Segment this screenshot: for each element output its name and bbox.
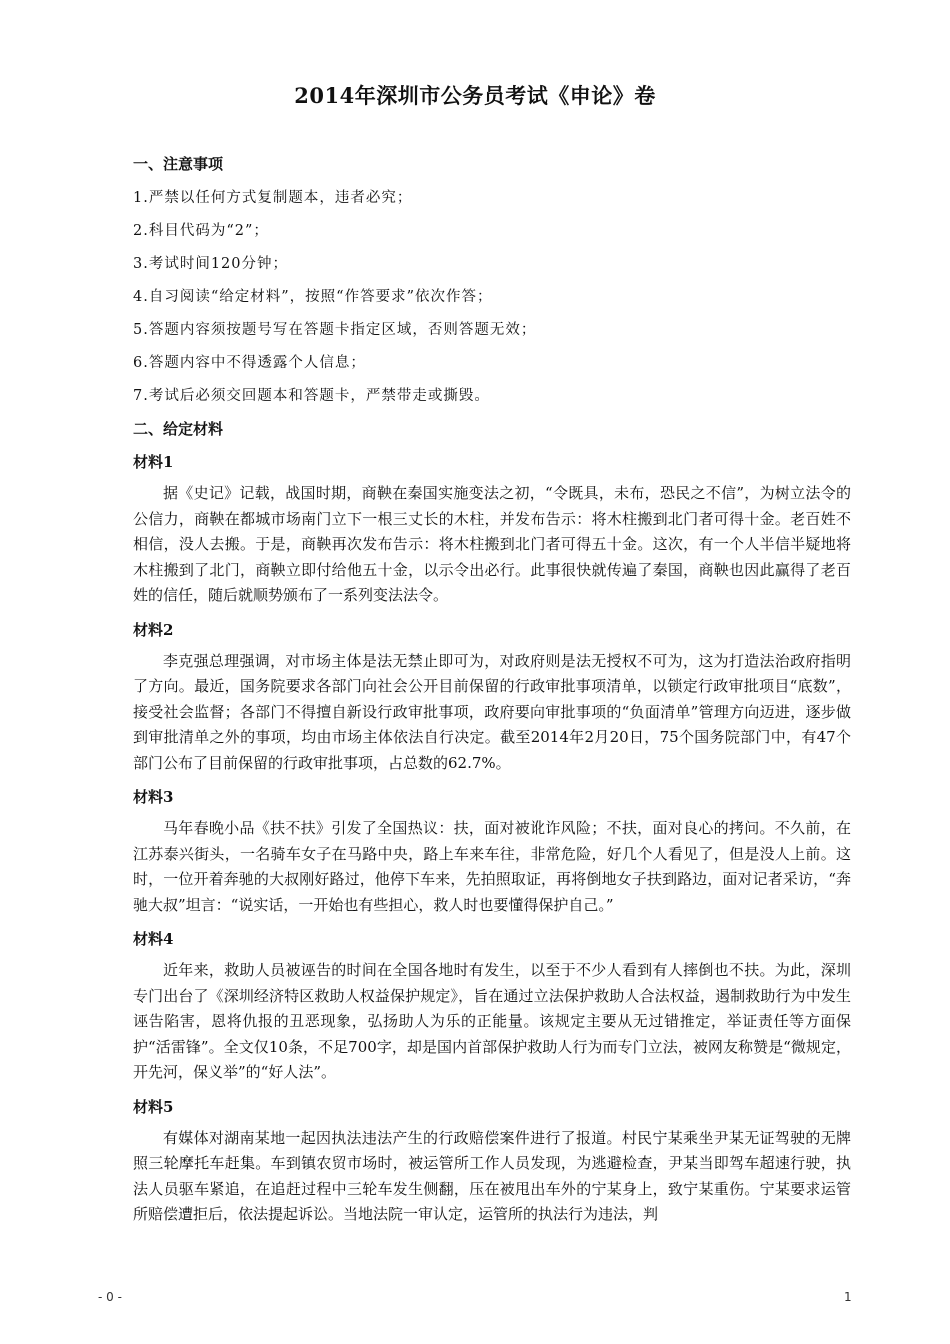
notice-item-7: 7.考试后必须交回题本和答题卡，严禁带走或撕毁。 (133, 388, 490, 404)
material-3-text: 马年春晚小品《扶不扶》引发了全国热议：扶，面对被讹诈风险；不扶，面对良心的拷问。不久前，在江苏泰兴街头，一名骑车女子在马路中央，路上车来车往，非常危险，好几个人看见了，但是没人上前。这时，一位开着奔驰的大叔刚好路过，他停下车来，先拍照取证，再将倒地女子扶到路边，面对记者采访，“奔驰大叔”坦言：“说实话，一开始也有些担心，救人时也要懂得保护自己。” (133, 819, 851, 914)
notice-item-4: 4.自习阅读“给定材料”，按照“作答要求”依次作答； (133, 289, 493, 305)
materials-heading: 二、给定材料 (133, 420, 224, 438)
notice-item-1: 1.严禁以任何方式复制题本，违者必究； (133, 190, 413, 206)
notice-item-6: 6.答题内容中不得透露个人信息； (133, 355, 366, 371)
material-1-text: 据《史记》记载，战国时期，商鞅在秦国实施变法之初，“令既具，未布，恐民之不信”，为树立法令的公信力，商鞅在都城市场南门立下一根三丈长的木柱，并发布告示：将木柱搬到北门者可得十金。老百姓不相信，没人去搬。于是，商鞅再次发布告示：将木柱搬到北门者可得五十金。这次，有一个人半信半疑地将木柱搬到了北门，商鞅立即付给他五十金，以示令出必行。此事很快就传遍了秦国，商鞅也因此赢得了老百姓的信任，随后就顺势颁布了一系列变法法令。 (133, 484, 851, 604)
material-4-title: 材料4 (133, 930, 174, 948)
document-body (133, 152, 851, 1238)
notice-item-5: 5.答题内容须按题号写在答题卡指定区域，否则答题无效； (133, 322, 537, 338)
notice-heading: 一、注意事项 (133, 155, 224, 173)
notice-item-2: 2.科目代码为“2”； (133, 223, 269, 239)
material-3-title: 材料3 (133, 788, 174, 806)
material-2-text: 李克强总理强调，对市场主体是法无禁止即可为，对政府则是法无授权不可为，这为打造法治政府指明了方向。最近，国务院要求各部门向社会公开目前保留的行政审批事项清单，以锁定行政审批项目“底数”，接受社会监督；各部门不得擅自新设行政审批事项，政府要向审批事项的“负面清单”管理方向迈进，逐步做到审批清单之外的事项，均由市场主体依法自行决定。截至2014年2月20日，75个国务院部门中，有47个部门公布了目前保留的行政审批事项，占总数的62.7%。 (133, 651, 851, 772)
material-2-title: 材料2 (133, 620, 174, 639)
notice-item-3: 3.考试时间120分钟； (133, 256, 289, 272)
document-title: 2014年深圳市公务员考试《申论》卷 (294, 83, 656, 108)
material-4-text: 近年来，救助人员被诬告的时间在全国各地时有发生，以至于不少人看到有人摔倒也不扶。为此，深圳专门出台了《深圳经济特区救助人权益保护规定》，旨在通过立法保护救助人合法权益，遏制救助行为中发生诬告陷害，恩将仇报的丑恶现象，弘扬助人为乐的正能量。该规定主要从无过错推定，举证责任等方面保护“活雷锋”。全文仅10条，不足700字，却是国内首部保护救助人行为而专门立法，被网友称赞是“微规定，开先河，保义举”的“好人法”。 (133, 961, 851, 1081)
material-1-title: 材料1 (133, 453, 174, 471)
footer-page-number: 1 (844, 1290, 852, 1304)
material-5-title: 材料5 (133, 1097, 174, 1116)
material-5-text: 有媒体对湖南某地一起因执法违法产生的行政赔偿案件进行了报道。村民宁某乘坐尹某无证驾驶的无牌照三轮摩托车赶集。车到镇农贸市场时，被运管所工作人员发现，为逃避检查，尹某当即驾车超速行驶，执法人员驱车紧追，在追赶过程中三轮车发生侧翻，压在被甩出车外的宁某身上，致宁某重伤。宁某要求运管所赔偿遭拒后，依法提起诉讼。当地法院一审认定，运管所的执法行为违法，判 (133, 1128, 851, 1223)
footer-page-marker: - 0 - (98, 1290, 122, 1304)
